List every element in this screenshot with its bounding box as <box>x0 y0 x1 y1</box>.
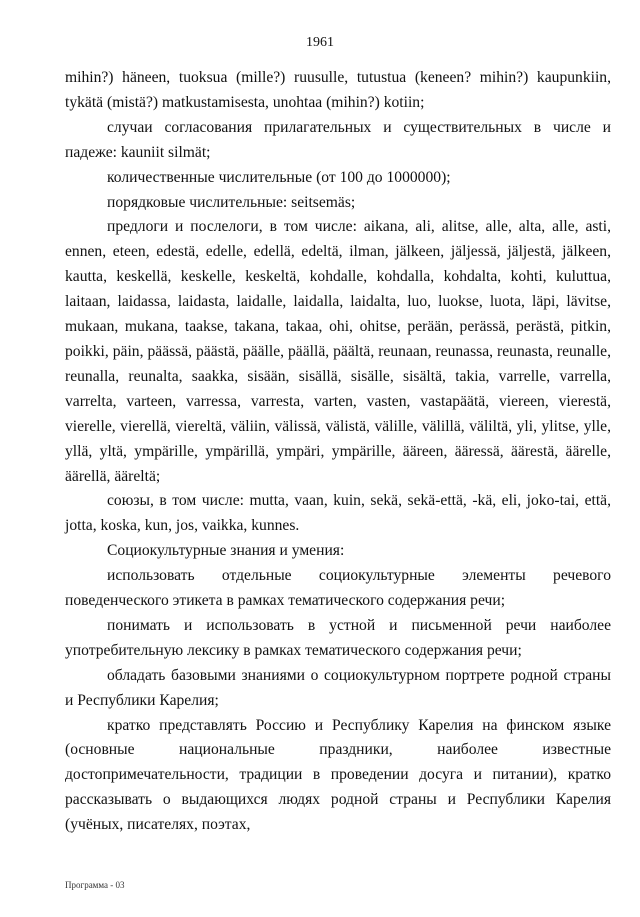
paragraph-vocabulary: понимать и использовать в устной и письменной речи наиболее употребительную лексику в рамках тематического содержания речи; <box>65 616 611 659</box>
page-number: 1961 <box>306 35 334 50</box>
paragraph-verb-government: mihin?) häneen, tuoksua (mille?) ruusulle, tutustua (keneen? mihin?) kaupunkiin, tykätä (mistä?) matkustamisesta, unohtaa (mihin?) kotiin; <box>65 69 611 111</box>
paragraph-sociocultural-heading: Социокультурные знания и умения: <box>107 542 345 560</box>
paragraph-ordinal-numerals: порядковые числительные: seitsemäs; <box>107 193 356 211</box>
paragraph-adjective-agreement: случаи согласования прилагательных и существительных в числе и падеже: kauniit silmät; <box>65 118 611 161</box>
paragraph-present-russia: кратко представлять Россию и Республику Карелия на финском языке (основные национальные праздники, наиболее известные достопримечательности, традиции в проведении досуга и питании), кратко рассказывать о выдающихся людях родной страны и Республики Карелия (учёных, писателях, поэтах, <box>65 716 611 834</box>
paragraph-cardinal-numerals: количественные числительные (от 100 до 1000000); <box>107 168 451 186</box>
paragraph-etiquette: использовать отдельные социокультурные элементы речевого поведенческого этикета в рамках тематического содержания речи; <box>65 567 611 610</box>
paragraph-conjunctions: союзы, в том числе: mutta, vaan, kuin, sekä, sekä-että, -kä, eli, joko-tai, että, jotta, koska, kun, jos, vaikka, kunnes. <box>65 492 611 535</box>
document-body <box>65 66 611 838</box>
paragraph-prepositions: предлоги и послелоги, в том числе: aikana, ali, alitse, alle, alta, alle, asti, ennen, eteen, edestä, edelle, edellä, edeltä, ilman, jälkeen, jäljessä, jäljestä, jälkeen, kautta, keskellä, keskelle, keskeltä, kohdalle, kohdalla, kohdalta, kohti, kuluttua, laitaan, laidassa, laidasta, laidalle, laidalla, laidalta, luo, luokse, luota, läpi, lävitse, mukaan, mukana, taakse, takana, takaa, ohi, ohitse, perään, perässä, perästä, pitkin, poikki, päin, päässä, päästä, päälle, päällä, päältä, reunaan, reunassa, reunasta, reunalle, reunalla, reunalta, saakka, sisään, sisällä, sisälle, sisältä, takia, varrelle, varrella, varrelta, varteen, varressa, varresta, varten, vasten, vastapäätä, viereen, vierestä, vierelle, vierellä, viereltä, väliin, välissä, välistä, välille, välillä, väliltä, yli, ylitse, ylle, yllä, yltä, ympärille, ympärillä, ympäri, ympärille, ääreen, ääressä, äärestä, äärelle, äärellä, ääreltä; <box>65 218 611 485</box>
paragraph-country-portrait: обладать базовыми знаниями о социокультурном портрете родной страны и Республики Карелия; <box>65 666 611 709</box>
footer-label: Программа - 03 <box>65 880 125 890</box>
